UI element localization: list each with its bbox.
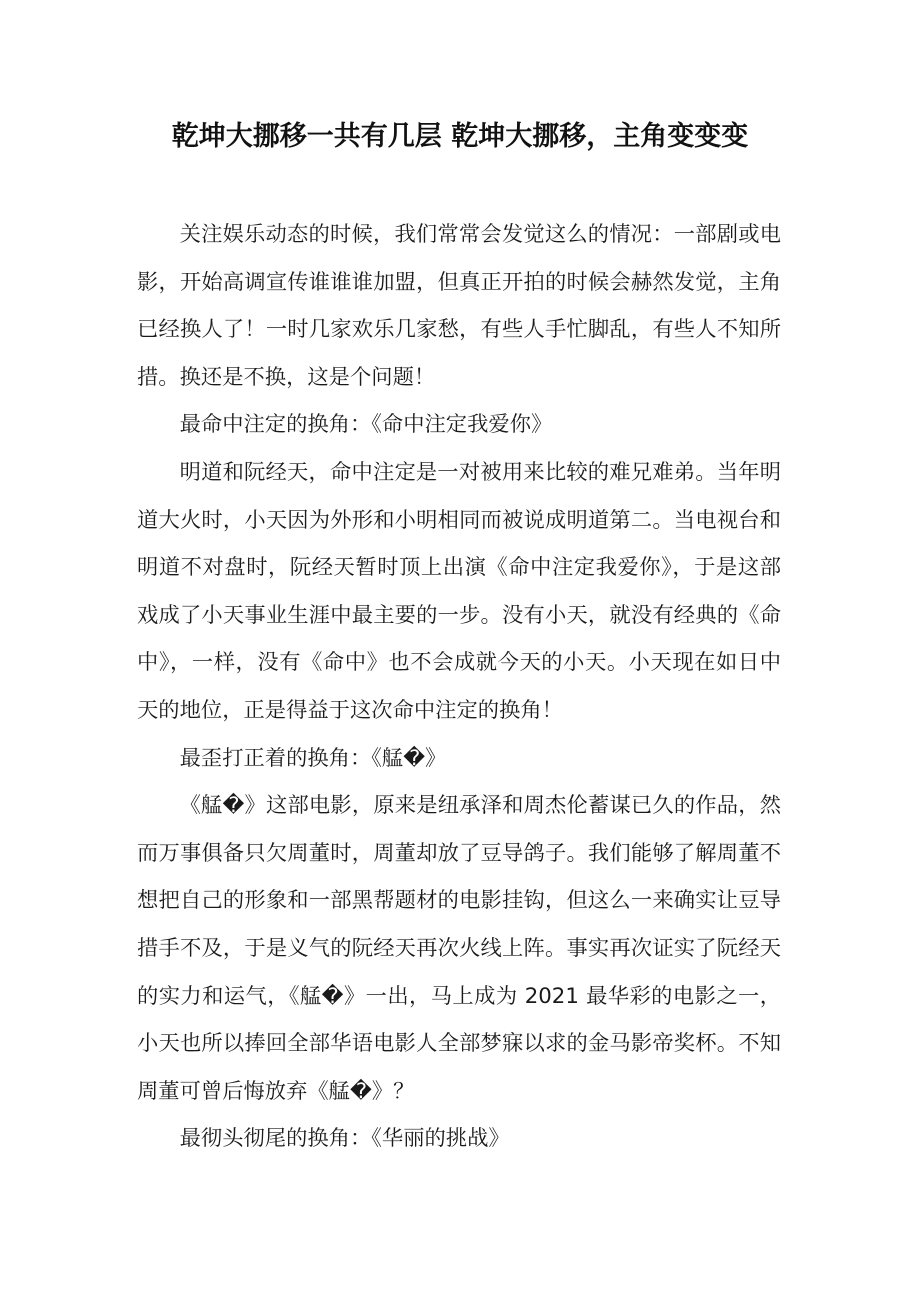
paragraph-1: 明道和阮经天，命中注定是一对被用来比较的难兄难弟。当年明道大火时，小天因为外形和小明相同而被说成明道第二。当电视台和明道不对盘时，阮经天暂时顶上出演《命中注定我爱你》，于是这部戏成了小天事业生涯中最主要的一步。没有小天，就没有经典的《命中》，一样，没有《命中》也不会成就今天的小天。小天现在如日中天的地位，正是得益于这次命中注定的换角！ bbox=[137, 459, 781, 723]
section-heading-2: 最歪打正着的换角：《艋�》 bbox=[179, 745, 447, 771]
section-heading-1: 最命中注定的换角：《命中注定我爱你》 bbox=[179, 412, 553, 438]
section-heading-3: 最彻头彻尾的换角：《华丽的挑战》 bbox=[179, 1126, 510, 1152]
paragraph-2: 《艋�》这部电影，原来是纽承泽和周杰伦蓄谋已久的作品，然而万事俱备只欠周董时，周董却放了豆导鸽子。我们能够了解周董不想把自己的形象和一部黑帮题材的电影挂钩，但这么一来确实让豆导措手不及，于是义气的阮经天再次火线上阵。事实再次证实了阮经天的实力和运气，《艋�》一出，马上成为 2021 最华彩的电影之一，小天也所以捧回全部华语电影人全部梦寐以求的金马影帝奖杯。不知周董可曾后悔放弃《艋�》？ bbox=[137, 793, 781, 1104]
paragraph-intro: 关注娱乐动态的时候，我们常常会发觉这么的情况：一部剧或电影，开始高调宣传谁谁谁加盟，但真正开拍的时候会赫然发觉，主角已经换人了！一时几家欢乐几家愁，有些人手忙脚乱，有些人不知所措。换还是不换，这是个问题！ bbox=[137, 222, 781, 390]
document-body bbox=[137, 211, 781, 1163]
document-title: 乾坤大挪移一共有几层 乾坤大挪移，主角变变变 bbox=[171, 121, 749, 152]
